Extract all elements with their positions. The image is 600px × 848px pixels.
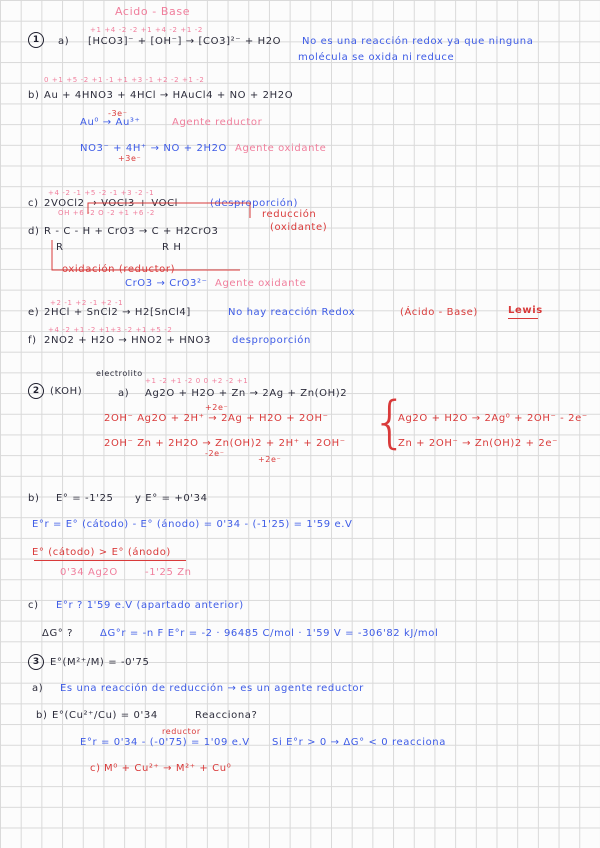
ex2a-reaction1: 2OH⁻ Ag2O + 2H⁺ → 2Ag + H2O + 2OH⁻ xyxy=(104,413,329,424)
ex2b-note: E° (cátodo) > E° (ánodo) xyxy=(32,547,171,558)
ex1d-oxidation-reductor: oxidación (reductor) xyxy=(62,264,176,275)
ex2c-label: c) xyxy=(28,600,39,611)
ex1a-note-line1: No es una reacción redox ya que ninguna xyxy=(302,36,534,47)
ex1d-r-right: R H xyxy=(162,242,182,253)
ex2b-e2: y E° = +0'34 xyxy=(135,493,208,504)
ex2a-label: a) xyxy=(118,388,130,399)
lewis-underline xyxy=(508,318,538,319)
ex2b-val2: -1'25 Zn xyxy=(145,567,192,578)
ex2b-note-underline xyxy=(34,560,186,561)
ex3b-question: Reacciona? xyxy=(195,710,258,721)
ex1b-half1: Au⁰ → Au³⁺ xyxy=(80,117,141,128)
ex1d-oxidant-label: (oxidante) xyxy=(270,222,328,233)
ex1f-label: f) xyxy=(28,335,37,346)
ex1b-equation: Au + 4HNO3 + 4HCl → HAuCl4 + NO + 2H2O xyxy=(44,90,294,101)
ex1e-equation: 2HCl + SnCl2 → H2[SnCl4] xyxy=(44,307,191,318)
ex3b-conclusion: Si E°r > 0 → ΔG° < 0 reacciona xyxy=(272,737,446,748)
ex3-given: E°(M²⁺/M) = -0'75 xyxy=(50,657,150,668)
ex2-medium-note: electrolito xyxy=(96,369,143,378)
ex1d-reduction-label: reducción xyxy=(262,209,317,220)
ex3a-label: a) xyxy=(32,683,44,694)
ex1a-label: a) xyxy=(58,36,70,47)
ex2a-summary1: Ag2O + H2O → 2Ag⁰ + 2OH⁻ - 2e⁻ xyxy=(398,413,588,424)
ex1f-equation: 2NO2 + H2O → HNO2 + HNO3 xyxy=(44,335,211,346)
ex1c-label: c) xyxy=(28,198,39,209)
ex1b-label: b) xyxy=(28,90,40,101)
ex1d-r-left: R xyxy=(56,242,64,253)
ex1e-label: e) xyxy=(28,307,40,318)
page-title: Acido - Base xyxy=(115,5,191,18)
ex1e-oxidation-states: +2 -1 +2 -1 +2 -1 xyxy=(50,299,124,307)
ex3a-text: Es una reacción de reducción → es un agente reductor xyxy=(60,683,364,694)
ex3b-given: E°(Cu²⁺/Cu) = 0'34 xyxy=(52,710,158,721)
ex1b-half2: NO3⁻ + 4H⁺ → NO + 2H2O xyxy=(80,143,228,154)
ex3c-equation: M⁰ + Cu²⁺ → M²⁺ + Cu⁰ xyxy=(104,763,232,774)
ex2c-text: E°r ? 1'59 e.V (apartado anterior) xyxy=(56,600,244,611)
ex2b-val1: 0'34 Ag2O xyxy=(60,567,118,578)
exercise-2-number: 2 xyxy=(28,383,44,399)
ex1b-half1-electrons: -3e⁻ xyxy=(108,109,128,118)
ex2a-summary2: Zn + 2OH⁻ → Zn(OH)2 + 2e⁻ xyxy=(398,438,558,449)
brace: { xyxy=(372,390,409,455)
ex1d-equation: R - C - H + CrO3 → C + H2CrO3 xyxy=(44,226,219,237)
ex1e-note2: (Ácido - Base) xyxy=(400,307,478,318)
ex1b-oxidation-states: 0 +1 +5 -2 +1 -1 +1 +3 -1 +2 -2 +1 -2 xyxy=(44,76,205,84)
ex1a-note-line2: molécula se oxida ni reduce xyxy=(298,52,455,63)
ex1b-half2-electrons: +3e⁻ xyxy=(118,154,142,163)
ex2b-label: b) xyxy=(28,493,40,504)
ex1b-half1-note: Agente reductor xyxy=(172,117,263,128)
ex3b-calc: E°r = 0'34 - (-0'75) = 1'09 e.V xyxy=(80,737,250,748)
ex2a-reaction2: 2OH⁻ Zn + 2H2O → Zn(OH)2 + 2H⁺ + 2OH⁻ xyxy=(104,438,346,449)
exercise-1-number: 1 xyxy=(28,32,44,48)
ex1f-oxidation-states: +4 -2 +1 -2 +1+3 -2 +1 +5 -2 xyxy=(48,326,173,334)
ex3c-label: c) xyxy=(90,763,101,774)
ex3b-label: b) xyxy=(36,710,48,721)
ex2c-dg-label: ΔG° ? xyxy=(42,628,74,639)
ex2c-dg-calc: ΔG°r = -n F E°r = -2 · 96485 C/mol · 1'59 V = -306'82 kJ/mol xyxy=(100,628,439,639)
ex1a-oxidation-states: +1 +4 -2 -2 +1 +4 -2 +1 -2 xyxy=(90,26,203,34)
ex2b-calc: E°r = E° (cátodo) - E° (ánodo) = 0'34 - (-1'25) = 1'59 e.V xyxy=(32,519,353,530)
ex1f-note: desproporción xyxy=(232,335,311,346)
ex1c-oxidation-states: +4 -2 -1 +5 -2 -1 +3 -2 -1 xyxy=(48,189,155,197)
ex2a-r2-electrons: -2e⁻ xyxy=(205,449,225,458)
ex1d-label: d) xyxy=(28,226,40,237)
ex3b-reductor: reductor xyxy=(162,727,201,736)
ex2a-oxidation-states: +1 -2 +1 -2 0 0 +2 -2 +1 xyxy=(145,377,249,385)
ex1c-equation: 2VOCl2 → VOCl3 + VOCl xyxy=(44,198,179,209)
ex1e-note3: Lewis xyxy=(508,305,543,316)
ex2a-equation: Ag2O + H2O + Zn → 2Ag + Zn(OH)2 xyxy=(145,388,348,399)
ex2a-r1-electrons: +2e⁻ xyxy=(205,403,229,412)
ex2-medium: (KOH) xyxy=(50,386,83,397)
ex1d-oxidation-states: OH +6 -2 O -2 +1 +6 -2 xyxy=(58,209,155,217)
ex1d-half-note: Agente oxidante xyxy=(215,278,307,289)
ex2b-e1: E° = -1'25 xyxy=(56,493,114,504)
ex1e-note: No hay reacción Redox xyxy=(228,307,356,318)
ex2a-r2-electrons2: +2e⁻ xyxy=(258,455,282,464)
ex1b-half2-note: Agente oxidante xyxy=(235,143,327,154)
exercise-3-number: 3 xyxy=(28,654,44,670)
ex1a-equation: [HCO3]⁻ + [OH⁻] → [CO3]²⁻ + H2O xyxy=(88,36,282,47)
ex1d-half: CrO3 → CrO3²⁻ xyxy=(125,278,208,289)
ex1c-note: (desproporción) xyxy=(210,198,298,209)
